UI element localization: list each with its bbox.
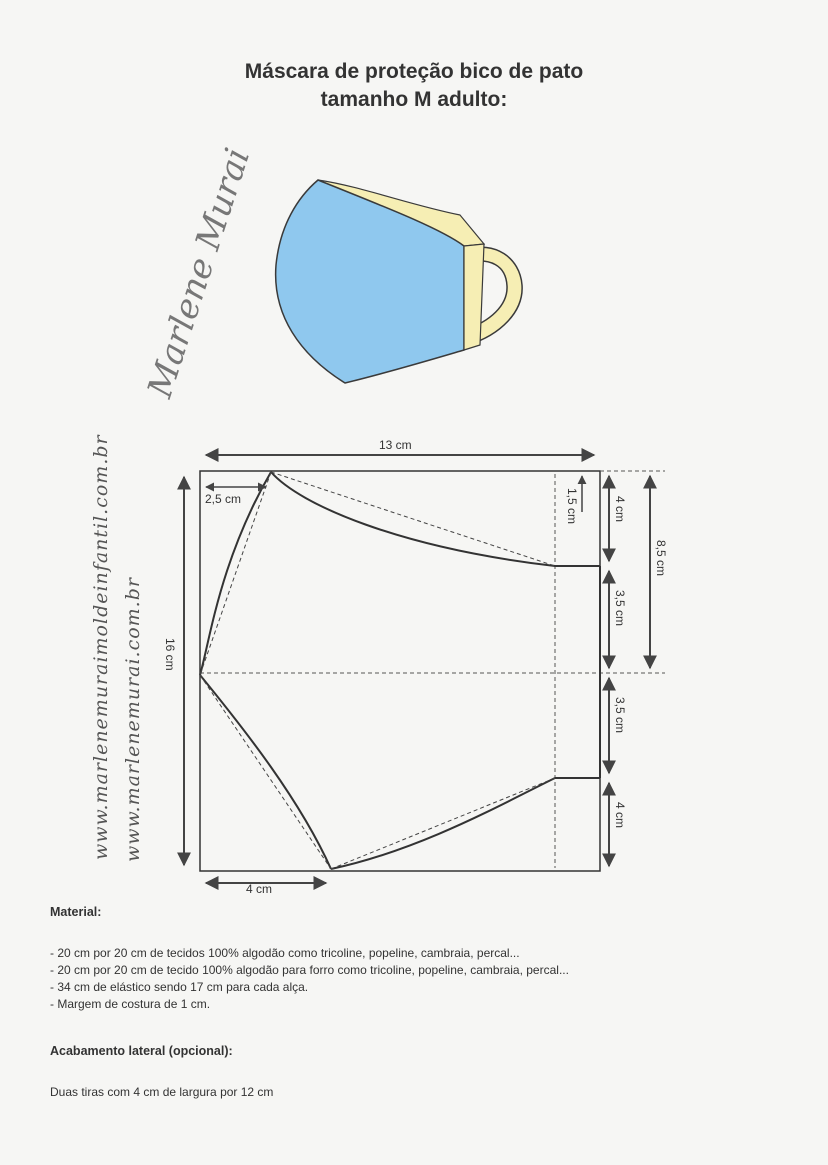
seam-bottom (331, 778, 555, 869)
material-item: - 20 cm por 20 cm de tecidos 100% algodão como tricoline, popeline, cambraia, percal... (50, 946, 520, 960)
title-line-2: tamanho M adulto: (320, 88, 508, 111)
label-left-offset: 2,5 cm (205, 492, 242, 506)
material-heading: Material: (50, 905, 102, 919)
seam-top (271, 472, 555, 566)
website-text-2: www.marlenemurai.com.br (122, 577, 144, 862)
pattern-drawing (200, 471, 665, 871)
website-text-1: www.marlenemuraimoldeinfantil.com.br (90, 434, 112, 860)
material-item: - 34 cm de elástico sendo 17 cm para cada alça. (50, 980, 309, 994)
material-item: - 20 cm por 20 cm de tecido 100% algodão para forro como tricoline, popeline, cambraia, percal... (50, 963, 569, 977)
label-seg-lower-mid: 3,5 cm (613, 697, 627, 734)
material-list (50, 945, 569, 1013)
label-width-top: 13 cm (379, 438, 412, 452)
author-signature: Marlene Murai (140, 143, 259, 403)
finishing-text: Duas tiras com 4 cm de largura por 12 cm (50, 1085, 274, 1099)
dimension-arrows (184, 455, 650, 883)
label-height-left: 16 cm (163, 638, 177, 671)
label-right-offset: 1,5 cm (565, 488, 579, 525)
label-bottom-offset: 4 cm (246, 882, 273, 896)
pattern-bottom-curve (331, 778, 600, 869)
label-seg-bottom: 4 cm (613, 802, 627, 829)
material-item: - Margem de costura de 1 cm. (50, 997, 211, 1011)
label-seg-upper-mid: 3,5 cm (613, 590, 627, 627)
finishing-heading: Acabamento lateral (opcional): (50, 1044, 233, 1058)
label-seg-top: 4 cm (613, 496, 627, 523)
label-half-height: 8,5 cm (654, 540, 668, 577)
mask-illustration (276, 180, 522, 383)
title-line-1: Máscara de proteção bico de pato (244, 60, 584, 83)
seam-lower (200, 675, 331, 869)
pattern-top-curve (271, 472, 600, 566)
pattern-frame (200, 471, 600, 871)
mask-lining-side (464, 244, 484, 350)
